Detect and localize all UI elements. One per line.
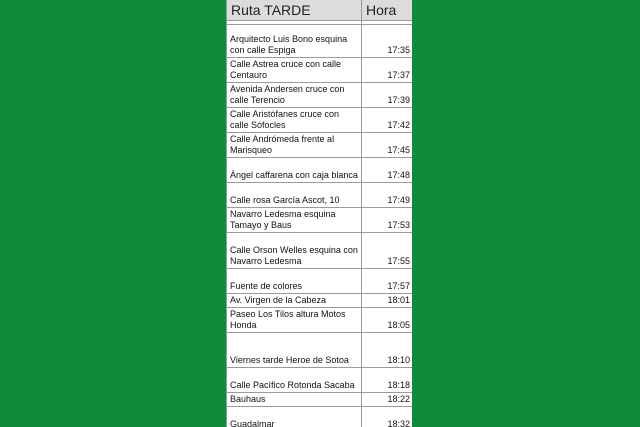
table-row [227, 183, 413, 208]
stop-name-cell: Calle Pacífico Rotonda Sacaba [227, 368, 362, 393]
stop-name-cell: Ángel caffarena con caja blanca [227, 158, 362, 183]
table-row [227, 393, 413, 407]
header-row [227, 0, 413, 21]
time-cell: 18:05 [362, 308, 413, 333]
time-cell: 18:18 [362, 368, 413, 393]
time-cell: 18:22 [362, 393, 413, 407]
route-schedule-table [226, 0, 412, 427]
stop-name-cell: Fuente de colores [227, 269, 362, 294]
stop-name-cell: Guadalmar [227, 407, 362, 427]
schedule-body [227, 21, 413, 427]
table-row [227, 368, 413, 393]
table-row [227, 333, 413, 368]
stop-name-cell: Navarro Ledesma esquina Tamayo y Baus [227, 208, 362, 233]
stop-name-cell: Calle Orson Welles esquina con Navarro Ledesma [227, 233, 362, 269]
table-row [227, 58, 413, 83]
time-column-header: Hora [362, 0, 413, 21]
time-cell: 17:49 [362, 183, 413, 208]
table-row [227, 233, 413, 269]
table-row [227, 308, 413, 333]
table-row [227, 133, 413, 158]
time-cell: 18:10 [362, 333, 413, 368]
stop-name-cell: Paseo Los Tilos altura Motos Honda [227, 308, 362, 333]
time-cell: 18:01 [362, 294, 413, 308]
time-cell: 17:35 [362, 25, 413, 58]
stop-name-cell: Viernes tarde Heroe de Sotoa [227, 333, 362, 368]
stop-name-cell: Bauhaus [227, 393, 362, 407]
time-cell: 18:32 [362, 407, 413, 427]
stop-name-cell: Calle rosa García Ascot, 10 [227, 183, 362, 208]
table-row [227, 83, 413, 108]
time-cell: 17:57 [362, 269, 413, 294]
stop-name-cell: Calle Andrómeda frente al Marisqueo [227, 133, 362, 158]
table-row [227, 208, 413, 233]
time-cell: 17:53 [362, 208, 413, 233]
table-row [227, 407, 413, 427]
table-row [227, 294, 413, 308]
time-cell: 17:48 [362, 158, 413, 183]
table-row [227, 25, 413, 58]
time-cell: 17:45 [362, 133, 413, 158]
stop-name-cell: Arquitecto Luis Bono esquina con calle Espiga [227, 25, 362, 58]
route-schedule-sheet [226, 0, 412, 427]
time-cell: 17:55 [362, 233, 413, 269]
time-cell: 17:39 [362, 83, 413, 108]
time-cell: 17:37 [362, 58, 413, 83]
table-row [227, 269, 413, 294]
table-row [227, 158, 413, 183]
stop-name-cell: Calle Aristófanes cruce con calle Sófocles [227, 108, 362, 133]
stop-name-cell: Avenida Andersen cruce con calle Terencio [227, 83, 362, 108]
route-column-header: Ruta TARDE [227, 0, 362, 21]
table-row [227, 108, 413, 133]
stop-name-cell: Calle Astrea cruce con calle Centauro [227, 58, 362, 83]
stop-name-cell: Av. Virgen de la Cabeza [227, 294, 362, 308]
time-cell: 17:42 [362, 108, 413, 133]
